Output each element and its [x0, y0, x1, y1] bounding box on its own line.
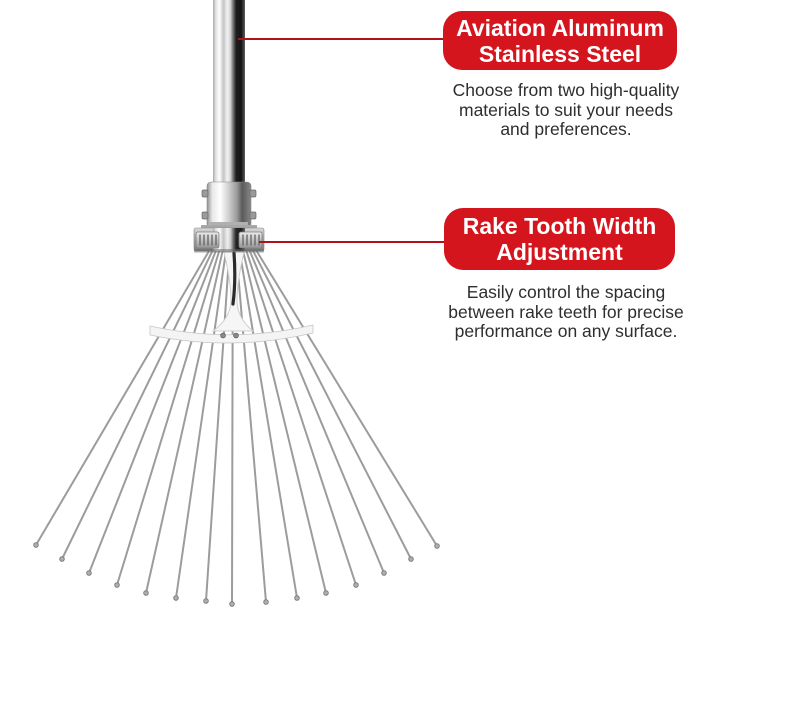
description-line: performance on any surface. — [454, 321, 678, 341]
tooth-tip — [87, 571, 92, 576]
screw — [221, 333, 226, 338]
tooth-tip — [115, 583, 120, 588]
tooth-tip — [204, 599, 209, 604]
rake-tooth — [62, 251, 212, 559]
description-line: and preferences. — [500, 119, 632, 139]
tooth-tip — [324, 591, 329, 596]
collar-bolt — [250, 190, 256, 197]
rake-tooth — [36, 251, 209, 545]
collar-bolt — [202, 212, 208, 219]
rake-tooth — [243, 251, 326, 593]
description-line: between rake teeth for precise — [448, 301, 684, 322]
pole-collar — [202, 182, 256, 228]
collar-bolt — [250, 212, 256, 219]
callout-badge-adjustment — [444, 208, 675, 270]
tooth-tip — [409, 557, 414, 562]
tooth-tip — [60, 557, 65, 562]
tooth-tip — [230, 602, 235, 607]
tooth-tip — [264, 600, 269, 605]
adjustment-clamp — [194, 225, 264, 253]
collar-bolt — [202, 190, 208, 197]
description-line: materials to suit your needs — [459, 99, 673, 120]
tooth-tip — [174, 596, 179, 601]
callout-badge-material — [443, 11, 677, 70]
description-line: Easily control the spacing — [466, 282, 666, 302]
callout-description-adjustment — [428, 283, 704, 342]
callout-title-line: Adjustment — [496, 239, 623, 265]
rake-tooth — [89, 251, 216, 573]
tooth-tip — [435, 544, 440, 549]
callout-description-material — [428, 81, 704, 140]
tooth-tip — [144, 591, 149, 596]
tooth-tip — [354, 583, 359, 588]
rake-tooth — [117, 251, 219, 585]
rake-tooth — [250, 251, 384, 573]
center-cable — [233, 253, 235, 304]
callout-title-line: Rake Tooth Width — [462, 213, 657, 239]
rake-teeth-tips — [34, 543, 440, 607]
rake-tooth — [236, 251, 266, 602]
tooth-tip — [295, 596, 300, 601]
callout-title-line: Aviation Aluminum — [456, 14, 664, 41]
rake-tooth — [257, 251, 437, 546]
tooth-tip — [382, 571, 387, 576]
description-line: Choose from two high-quality — [452, 80, 680, 100]
callout-title-line: Stainless Steel — [478, 40, 642, 67]
tooth-tip — [34, 543, 39, 548]
screw — [234, 333, 239, 338]
